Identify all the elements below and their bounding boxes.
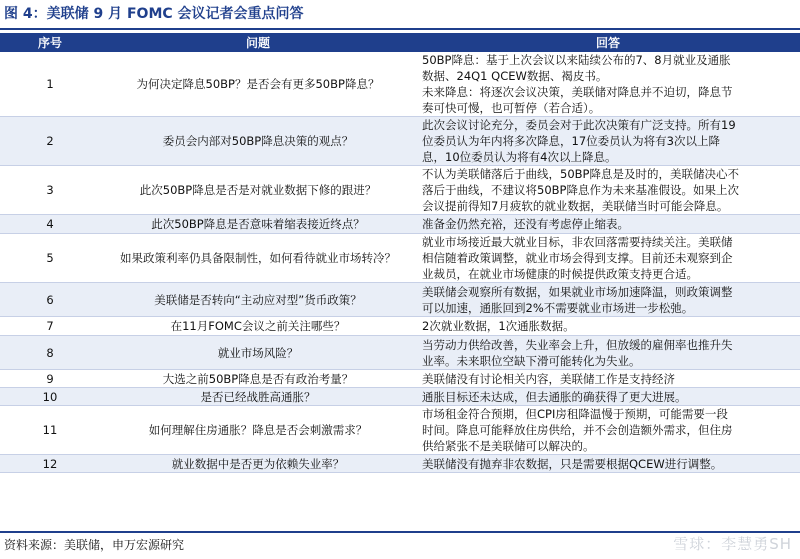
row-answer — [416, 117, 800, 166]
row-number: 9 — [0, 370, 100, 388]
row-question: 如何理解住房通胀？降息是否会刺激需求？ — [100, 406, 416, 455]
answer-line: 不认为美联储落后于曲线，50BP降息是及时的，美联储决心不 — [422, 167, 739, 181]
qa-table — [0, 33, 800, 473]
row-number: 5 — [0, 234, 100, 283]
row-number: 2 — [0, 117, 100, 166]
column-header-number: 序号 — [0, 33, 100, 52]
answer-line: 会议提前得知7月疲软的就业数据，美联储当时可能会降息。 — [422, 199, 729, 213]
table-row — [0, 52, 800, 117]
answer-line: 美联储会观察所有数据，如果就业市场加速降温，则政策调整 — [422, 284, 733, 299]
answer-line: 业率。未来职位空缺下滑可能转化为失业。 — [422, 353, 641, 368]
row-answer — [416, 52, 800, 117]
table-row — [0, 388, 800, 406]
row-answer — [416, 215, 800, 234]
answer-line: 可以加速，通胀回到2%不需要就业市场进一步松弛。 — [422, 300, 694, 315]
table-header-row — [0, 33, 800, 52]
answer-line: 美联储没有抛弃非农数据，只是需要根据QCEW进行调整。 — [422, 456, 723, 471]
table-row — [0, 317, 800, 336]
answer-line: 落后于曲线，不建议将50BP降息作为未来基准假设。如果上次 — [422, 183, 739, 197]
row-answer — [416, 283, 800, 317]
answer-line: 2次就业数据，1次通胀数据。 — [422, 319, 575, 333]
column-header-question: 问题 — [100, 33, 416, 52]
table-row — [0, 283, 800, 317]
row-question: 委员会内部对50BP降息决策的观点？ — [100, 117, 416, 166]
column-header-answer: 回答 — [416, 33, 800, 52]
row-answer — [416, 388, 800, 406]
answer-line: 50BP降息：基于上次会议以来陆续公布的7、8月就业及通胀 — [422, 53, 731, 67]
answer-line: 就业市场接近最大就业目标，非农回落需要持续关注。美联储 — [422, 235, 733, 249]
title-divider — [0, 28, 800, 30]
row-question: 大选之前50BP降息是否有政治考量？ — [100, 370, 416, 388]
table-row — [0, 215, 800, 234]
watermark: 雪球：李慧勇SH — [673, 535, 792, 553]
row-question: 就业市场风险？ — [100, 336, 416, 370]
answer-line: 准备金仍然充裕，还没有考虑停止缩表。 — [422, 217, 629, 231]
answer-line: 息，10位委员认为将有4次以上降息。 — [422, 150, 617, 164]
source-note: 资料来源：美联储，申万宏源研究 — [4, 538, 185, 552]
row-question: 此次50BP降息是否是对就业数据下修的跟进？ — [100, 166, 416, 215]
row-answer — [416, 455, 800, 473]
answer-line: 业裁员，在就业市场健康的时候提供政策支持更合适。 — [422, 267, 698, 281]
row-number: 8 — [0, 336, 100, 370]
answer-line: 供给紧张不是美联储可以解决的。 — [422, 439, 595, 453]
answer-line: 数据、24Q1 QCEW数据、褐皮书。 — [422, 69, 608, 83]
row-number: 4 — [0, 215, 100, 234]
answer-line: 通胀目标还未达成，但去通胀的确获得了更大进展。 — [422, 389, 687, 404]
answer-line: 市场租金符合预期，但CPI房租降温慢于预期，可能需要一段 — [422, 407, 728, 421]
row-number: 10 — [0, 388, 100, 406]
row-number: 6 — [0, 283, 100, 317]
table-row — [0, 166, 800, 215]
row-number: 1 — [0, 52, 100, 117]
table-row — [0, 117, 800, 166]
table-row — [0, 406, 800, 455]
answer-line: 未来降息：将逐次会议决策，美联储对降息并不迫切，降息节 — [422, 85, 733, 99]
row-number: 11 — [0, 406, 100, 455]
row-answer — [416, 336, 800, 370]
row-answer — [416, 234, 800, 283]
answer-line: 当劳动力供给改善，失业率会上升，但放缓的雇佣率也推升失 — [422, 337, 733, 352]
answer-line: 时间。降息可能释放住房供给，并不会创造额外需求，但住房 — [422, 423, 733, 437]
row-number: 7 — [0, 317, 100, 336]
row-question: 在11月FOMC会议之前关注哪些？ — [100, 317, 416, 336]
row-question: 为何决定降息50BP？是否会有更多50BP降息？ — [100, 52, 416, 117]
answer-line: 位委员认为年内将多次降息，17位委员认为将有3次以上降 — [422, 134, 720, 148]
row-answer — [416, 406, 800, 455]
answer-line: 相信随着政策调整，就业市场会得到支撑。目前还未观察到企 — [422, 251, 733, 265]
table-row — [0, 455, 800, 473]
row-question: 美联储是否转向“主动应对型”货币政策？ — [100, 283, 416, 317]
table-row — [0, 370, 800, 388]
row-number: 12 — [0, 455, 100, 473]
row-question: 是否已经战胜高通胀？ — [100, 388, 416, 406]
table-body — [0, 52, 800, 473]
figure-title: 图 4：美联储 9 月 FOMC 会议记者会重点问答 — [4, 6, 304, 22]
row-number: 3 — [0, 166, 100, 215]
table-row — [0, 336, 800, 370]
table-row — [0, 234, 800, 283]
row-question: 如果政策利率仍具备限制性，如何看待就业市场转冷？ — [100, 234, 416, 283]
row-answer — [416, 317, 800, 336]
row-question: 此次50BP降息是否意味着缩表接近终点？ — [100, 215, 416, 234]
row-question: 就业数据中是否更为依赖失业率？ — [100, 455, 416, 473]
answer-line: 奏可快可慢，也可暂停（若合适）。 — [422, 101, 601, 115]
row-answer — [416, 370, 800, 388]
row-answer — [416, 166, 800, 215]
answer-line: 美联储没有讨论相关内容，美联储工作是支持经济 — [422, 371, 675, 386]
answer-line: 此次会议讨论充分，委员会对于此次决策有广泛支持。所有19 — [422, 118, 736, 132]
